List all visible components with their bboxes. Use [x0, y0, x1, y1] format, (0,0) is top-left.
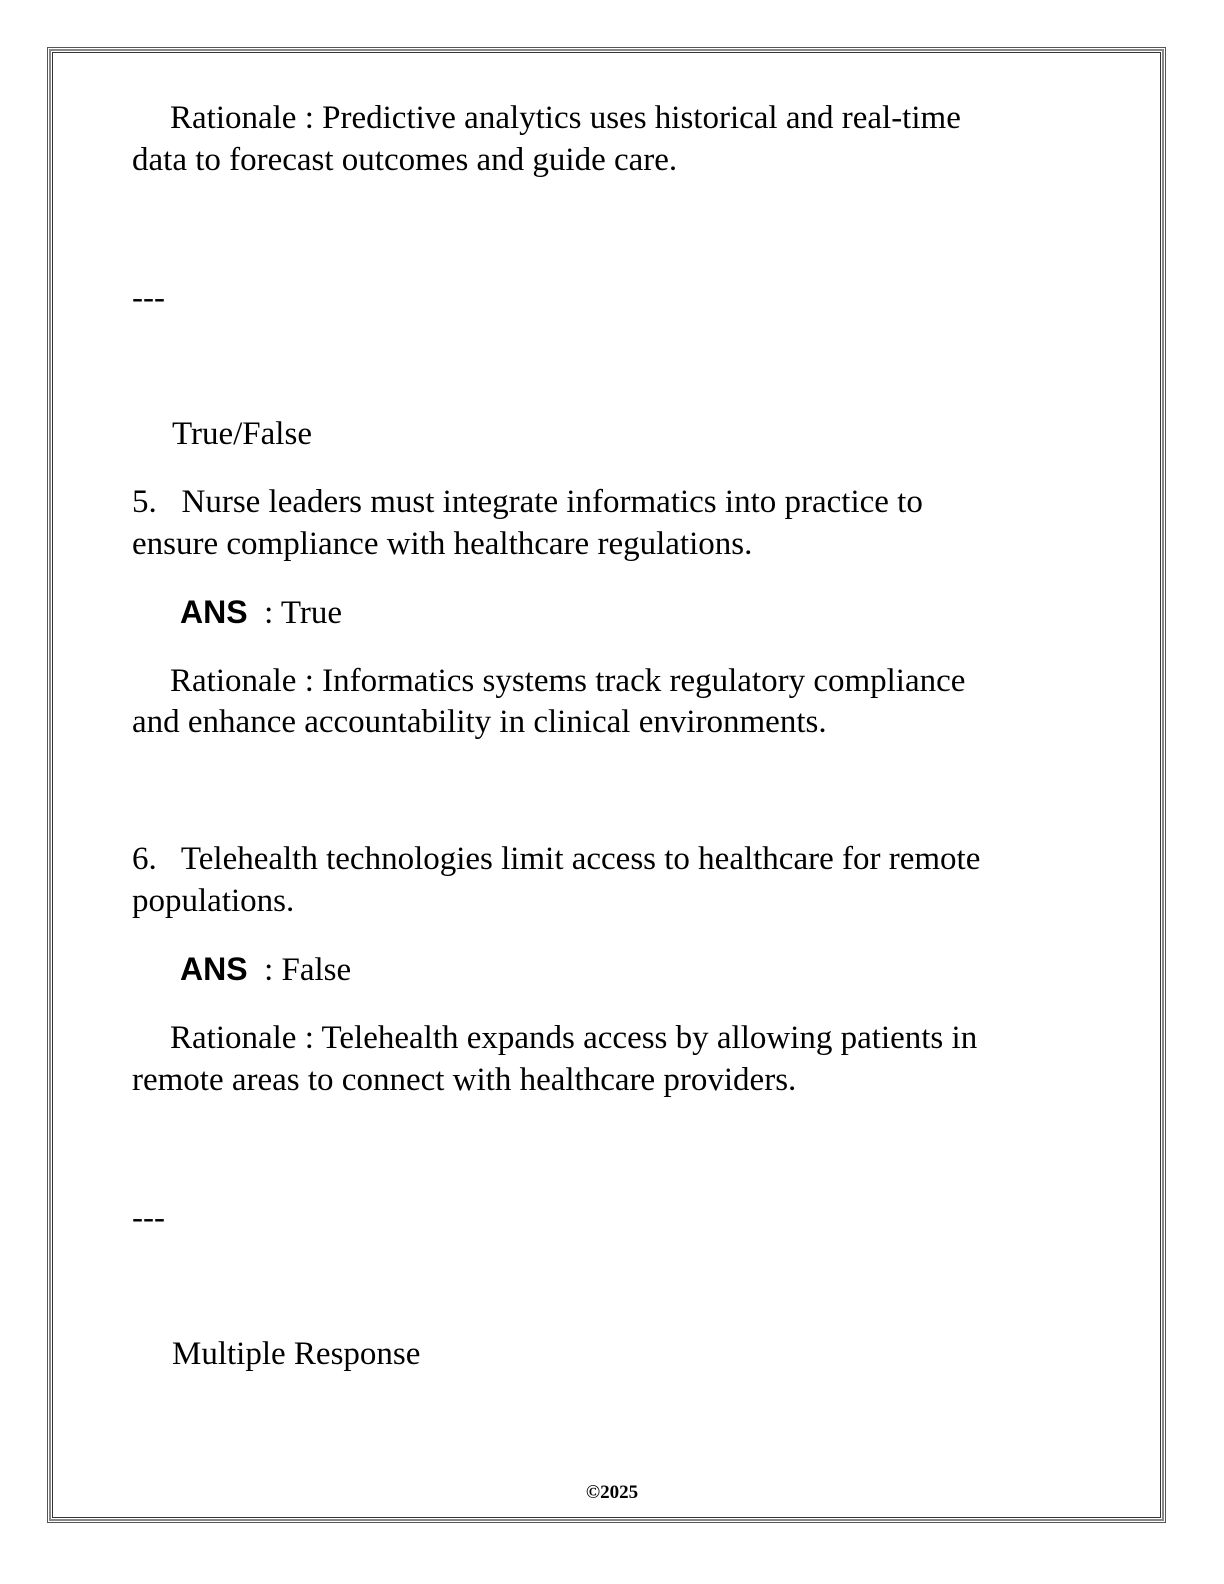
section-heading-true-false: True/False — [172, 416, 312, 452]
question-6-rationale-line2: remote areas to connect with healthcare providers. — [132, 1062, 797, 1098]
rationale-label: Rationale — [170, 100, 297, 136]
question-number: 6. — [132, 841, 157, 877]
rationale-label: Rationale — [170, 663, 297, 699]
rationale-text: Telehealth expands access by allowing patients in — [321, 1020, 978, 1056]
page-border-inner — [52, 52, 1161, 1518]
question-5-answer — [180, 591, 342, 634]
prev-rationale-line2: data to forecast outcomes and guide care. — [132, 142, 678, 178]
question-6-line1 — [132, 838, 980, 880]
rationale-text: Predictive analytics uses historical and real-time — [322, 100, 961, 136]
separator: --- — [132, 1200, 165, 1236]
rationale-text: Informatics systems track regulatory compliance — [322, 663, 966, 699]
question-text: Nurse leaders must integrate informatics into practice to — [181, 484, 923, 520]
question-5-line1 — [132, 481, 923, 523]
prev-rationale-line1: Rationale : Predictive analytics uses historical and real-time — [170, 100, 961, 136]
section-heading-multiple-response: Multiple Response — [172, 1336, 421, 1372]
question-6-line2: populations. — [132, 883, 295, 919]
ans-label: ANS — [180, 594, 248, 630]
question-text: Telehealth technologies limit access to healthcare for remote — [180, 841, 981, 877]
question-6-rationale-line1: Rationale : Telehealth expands access by allowing patients in — [170, 1020, 978, 1056]
separator: --- — [132, 280, 165, 316]
ans-value: : True — [264, 595, 343, 631]
question-5-rationale-line2: and enhance accountability in clinical environments. — [132, 704, 827, 740]
rationale-label: Rationale — [170, 1020, 297, 1056]
question-number: 5. — [132, 484, 157, 520]
question-5-line2: ensure compliance with healthcare regulations. — [132, 526, 753, 562]
question-5-rationale-line1: Rationale : Informatics systems track regulatory compliance — [170, 663, 966, 699]
ans-label: ANS — [180, 951, 248, 987]
copyright-footer: ©2025 — [585, 1482, 639, 1503]
ans-value: : False — [264, 952, 352, 988]
question-6-answer — [180, 948, 351, 991]
